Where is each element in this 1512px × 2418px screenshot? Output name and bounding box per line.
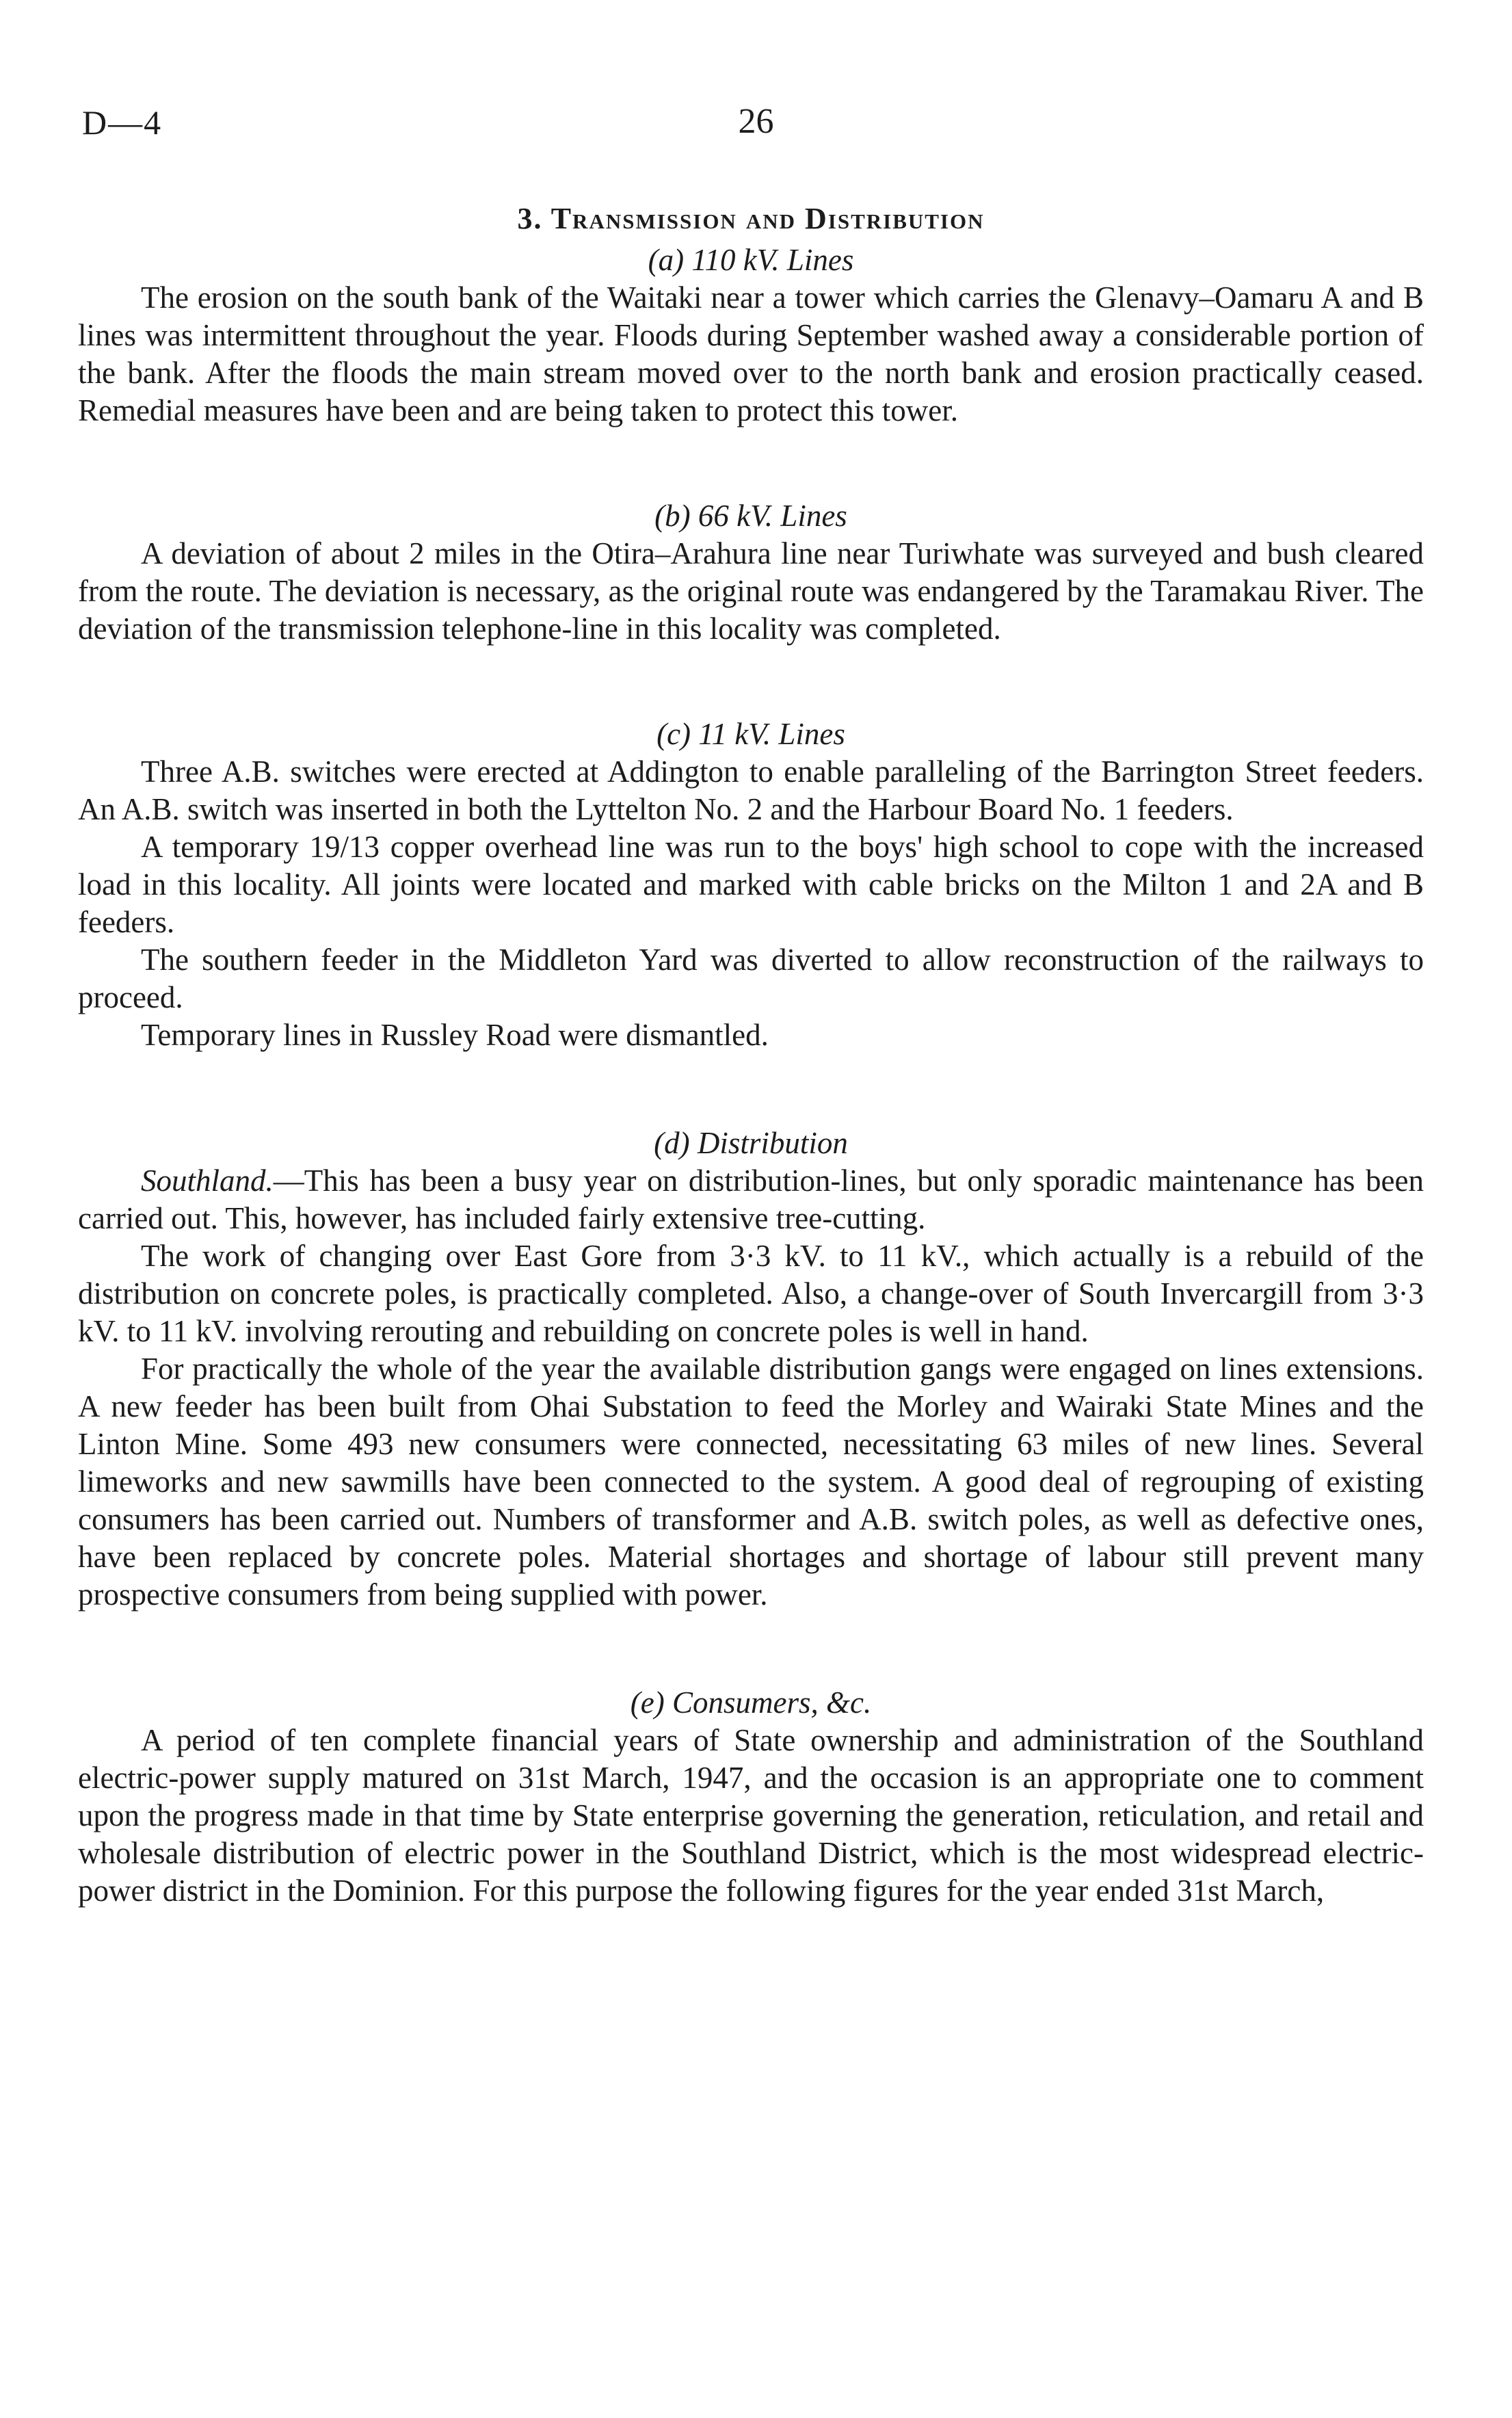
subsection-heading: (a) 110 kV. Lines (648, 243, 854, 277)
paragraph: Temporary lines in Russley Road were dismantled. (141, 1018, 769, 1052)
page-number: 26 (738, 102, 774, 141)
subsection-heading: (b) 66 kV. Lines (654, 499, 847, 533)
paragraph: Southland.—This has been a busy year on distribution-lines, but only sporadic maintenance has been carried out. This, however, has included fairly extensive tree-cutting. (78, 1164, 1424, 1235)
paragraph: The southern feeder in the Middleton Yard was diverted to allow reconstruction of the railways to proceed. (78, 943, 1424, 1014)
paragraph: A period of ten complete financial years of State ownership and administration of the Southland electric-power supply matured on 31st March, 1947, and the occasion is an appropriate one to comment upon the progress made in that time by State enterprise governing the generation, reticulation, and retail and wholesale distribution of electric power in the Southland District, which is the most widespread electric-power district in the Dominion. For this purpose the following figures for the year ended 31st March, (78, 1723, 1424, 1908)
subsection-heading: (c) 11 kV. Lines (656, 717, 845, 751)
paragraph: For practically the whole of the year the available distribution gangs were engaged on lines extensions. A new feeder has been built from Ohai Substation to feed the Morley and Wairaki State Mines and the Linton Mine. Some 493 new consumers were connected, necessitating 63 miles of new lines. Several limeworks and new sawmills have been connected to the system. A good deal of regrouping of existing consumers has been carried out. Numbers of transformer and A.B. switch poles, as well as defective ones, have been replaced by concrete poles. Material shortages and shortage of labour still prevent many prospective consumers from being supplied with power. (78, 1352, 1424, 1612)
paragraph: The erosion on the south bank of the Waitaki near a tower which carries the Glenavy–Oamaru A and B lines was intermittent throughout the year. Floods during September washed away a considerable portion of the bank. After the floods the main stream moved over to the north bank and erosion practically ceased. Remedial measures have been and are being taken to protect this tower. (78, 280, 1424, 428)
document-reference: D—4 (82, 103, 163, 142)
paragraph-lead-in: Southland. (141, 1164, 274, 1198)
section-title: 3. Transmission and Distribution (517, 202, 985, 235)
subsection-heading: (d) Distribution (654, 1126, 848, 1160)
subsection-d (78, 1124, 1424, 1614)
subsection-e (78, 1683, 1424, 1910)
paragraph: Three A.B. switches were erected at Addington to enable paralleling of the Barrington Street feeders. An A.B. switch was inserted in both the Lyttelton No. 2 and the Harbour Board No. 1 feeders. (78, 754, 1424, 826)
paragraph: The work of changing over East Gore from 3·3 kV. to 11 kV., which actually is a rebuild of the distribution on concrete poles, is practically completed. Also, a change-over of South Invercargill from 3·3 kV. to 11 kV. involving rerouting and rebuilding on concrete poles is well in hand. (78, 1239, 1424, 1348)
subsection-a (78, 241, 1424, 430)
subsection-b (78, 497, 1424, 648)
paragraph: A deviation of about 2 miles in the Otira–Arahura line near Turiwhate was surveyed and bush cleared from the route. The deviation is necessary, as the original route was endangered by the Taramakau River. The deviation of the transmission telephone-line in this locality was completed. (78, 536, 1424, 646)
subsection-c (78, 715, 1424, 1054)
paragraph: A temporary 19/13 copper overhead line was run to the boys' high school to cope with the increased load in this locality. All joints were located and marked with cable bricks on the Milton 1 and 2A and B feeders. (78, 830, 1424, 939)
subsection-heading: (e) Consumers, &c. (630, 1685, 872, 1720)
document-body (78, 198, 1424, 1910)
